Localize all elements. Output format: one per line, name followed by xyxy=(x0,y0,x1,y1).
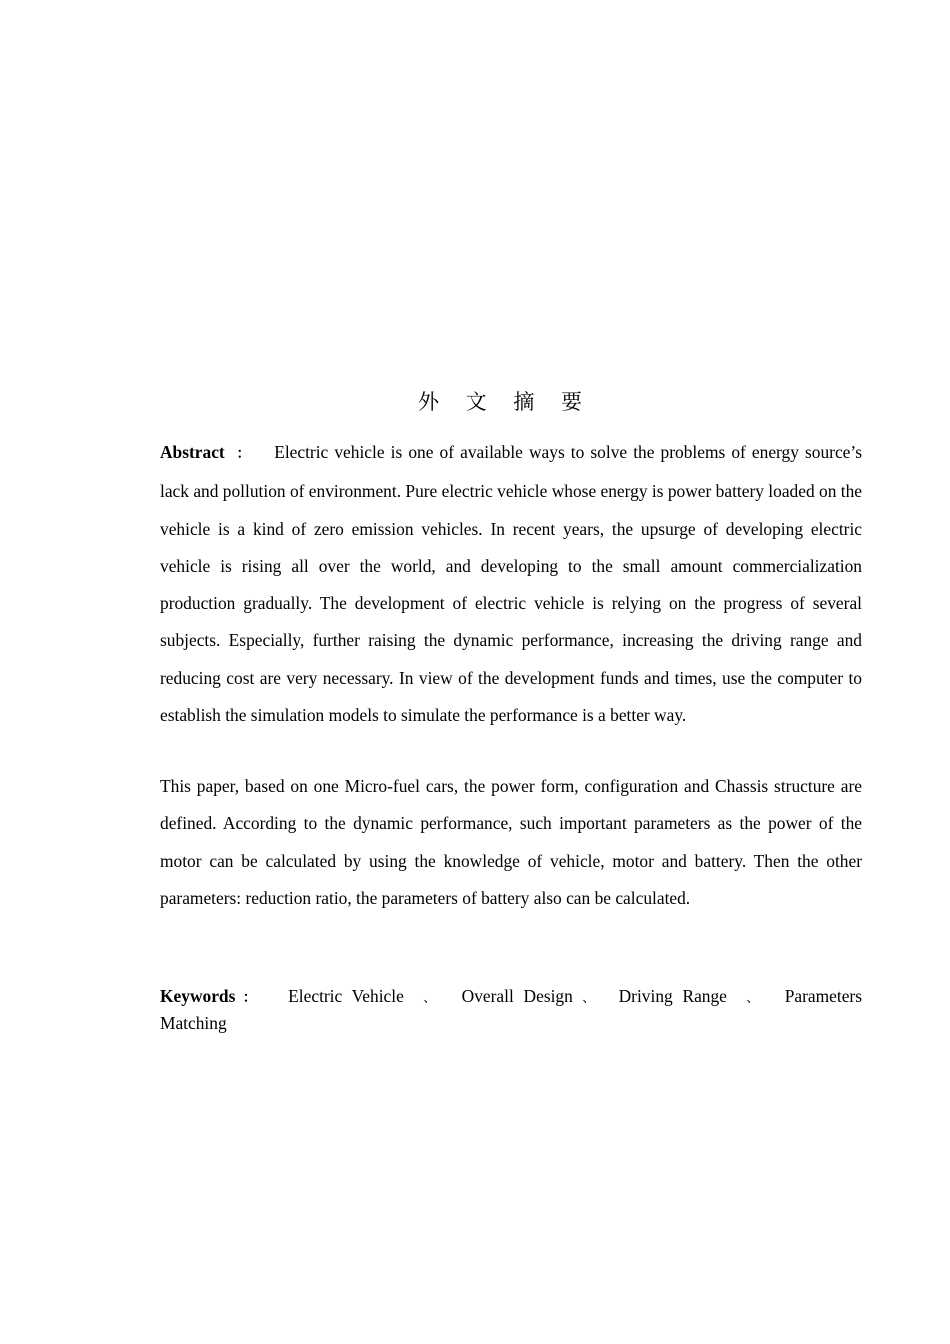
abstract-paragraph xyxy=(160,434,862,734)
abstract-label: Abstract xyxy=(160,442,225,462)
keyword-item: Driving Range xyxy=(618,986,727,1006)
keyword-item: Parameters Matching xyxy=(160,986,862,1033)
keywords-colon: ： xyxy=(237,990,263,1006)
abstract-colon: ： xyxy=(234,446,253,462)
abstract-text: Electric vehicle is one of available ways to solve the problems of energy source’s lack and pollution of environment. Pure electric vehicle whose energy is power battery loaded on the vehicle is a kind of zero emission vehicles. In recent years, the upsurge of developing electric vehicle is rising all over the world, and developing to the small amount commercialization production gradually. The development of electric vehicle is relying on the progress of several subjects. Especially, further raising the dynamic performance, increasing the driving range and reducing cost are very necessary. In view of the development funds and times, use the computer to establish the simulation models to simulate the performance is a better way. xyxy=(160,442,863,726)
keyword-separator: 、 xyxy=(417,991,442,1006)
keyword-separator: 、 xyxy=(740,991,765,1006)
page-title: 外 文 摘 要 xyxy=(417,390,593,414)
keywords-label: Keywords xyxy=(160,986,236,1006)
keyword-separator: 、 xyxy=(576,991,601,1006)
body-paragraph-2: This paper, based on one Micro-fuel cars, the power form, configuration and Chassis structure are defined. According to the dynamic performance, such important parameters as the power of the motor can be calculated by using the knowledge of vehicle, motor and battery. Then the other parameters: reduction ratio, the parameters of battery also can be calculated. xyxy=(160,776,862,908)
keyword-item: Electric Vehicle xyxy=(288,986,404,1006)
keyword-item: Overall Design xyxy=(461,986,573,1006)
keywords-line xyxy=(160,984,862,1036)
